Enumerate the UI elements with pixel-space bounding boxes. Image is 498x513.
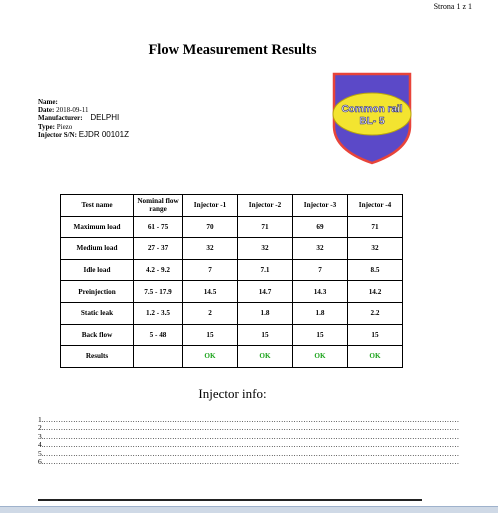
table-header-row: [61, 195, 403, 217]
range-cell: 27 - 37: [134, 238, 183, 260]
list-item-number: 3.: [38, 431, 44, 441]
value-cell: 14.3: [293, 281, 348, 303]
list-item-number: 5.: [38, 448, 44, 458]
result-ok-cell: OK: [348, 346, 403, 368]
date-value: 2018-09-11: [56, 106, 89, 115]
table-row: [61, 302, 403, 324]
value-cell: 14.5: [183, 281, 238, 303]
date-label: Date:: [38, 106, 55, 115]
column-header: Injector -1: [183, 195, 238, 217]
serial-label: Injector S/N:: [38, 130, 77, 139]
result-ok-cell: OK: [183, 346, 238, 368]
logo-text-line1: Common rail: [341, 104, 403, 115]
name-label: Name:: [38, 98, 58, 106]
type-value: Piezo: [56, 122, 73, 131]
test-name-cell: Back flow: [61, 324, 134, 346]
column-header: Injector -4: [348, 195, 403, 217]
meta-name-row: [38, 98, 129, 106]
value-cell: 71: [348, 216, 403, 238]
type-label: Type:: [38, 122, 55, 131]
manufacturer-value: DELPHI: [90, 113, 120, 123]
dotted-line: ........................................................................................................................................................................: [43, 423, 460, 433]
column-header: Test name: [61, 195, 134, 217]
dotted-line: ........................................................................................................................................................................: [43, 415, 460, 424]
test-name-cell: Static leak: [61, 302, 134, 324]
value-cell: 71: [238, 216, 293, 238]
range-cell: 4.2 - 9.2: [134, 259, 183, 281]
value-cell: 32: [348, 238, 403, 260]
value-cell: 15: [293, 324, 348, 346]
test-name-cell: Preinjection: [61, 281, 134, 303]
footer-divider: [38, 499, 422, 501]
value-cell: 2.2: [348, 302, 403, 324]
results-row: [61, 346, 403, 368]
page-title: Flow Measurement Results: [148, 42, 317, 58]
list-item-number: 2.: [38, 423, 44, 433]
value-cell: 2: [183, 302, 238, 324]
manufacturer-label: Manufacturer:: [38, 114, 83, 123]
result-ok-cell: OK: [238, 346, 293, 368]
dotted-line: ........................................................................................................................................................................: [43, 457, 460, 467]
value-cell: 15: [348, 324, 403, 346]
column-header: Nominal flow range: [134, 195, 183, 217]
test-name-cell: Maximum load: [61, 216, 134, 238]
value-cell: 14.7: [238, 281, 293, 303]
range-cell: 5 - 48: [134, 324, 183, 346]
list-item-number: 4.: [38, 440, 44, 450]
dotted-line: ........................................................................................................................................................................: [43, 440, 460, 450]
list-item-number: 1.: [38, 415, 44, 424]
table-row: [61, 238, 403, 260]
injector-info-list: [38, 415, 460, 467]
range-cell: 61 - 75: [134, 216, 183, 238]
list-item: [38, 457, 460, 467]
table-row: [61, 259, 403, 281]
column-header: Injector -3: [293, 195, 348, 217]
table-row: [61, 216, 403, 238]
value-cell: 15: [183, 324, 238, 346]
logo-text-line2: BL- 5: [359, 116, 385, 127]
table-row: [61, 324, 403, 346]
common-rail-logo: [330, 70, 414, 166]
value-cell: 1.8: [238, 302, 293, 324]
value-cell: 15: [238, 324, 293, 346]
value-cell: 32: [238, 238, 293, 260]
value-cell: 7: [293, 259, 348, 281]
window-bottom-bar: [0, 506, 498, 513]
results-table: [60, 194, 403, 368]
value-cell: 32: [183, 238, 238, 260]
range-cell: 1.2 - 3.5: [134, 302, 183, 324]
value-cell: 70: [183, 216, 238, 238]
value-cell: 8.5: [348, 259, 403, 281]
injector-info-title: Injector info:: [198, 386, 267, 401]
results-label-cell: Results: [61, 346, 134, 368]
list-item-number: 6.: [38, 457, 44, 467]
value-cell: 1.8: [293, 302, 348, 324]
results-empty-cell: [134, 346, 183, 368]
test-name-cell: Idle load: [61, 259, 134, 281]
dotted-line: ........................................................................................................................................................................: [43, 448, 460, 458]
value-cell: 7: [183, 259, 238, 281]
column-header: Injector -2: [238, 195, 293, 217]
value-cell: 14.2: [348, 281, 403, 303]
value-cell: 32: [293, 238, 348, 260]
meta-block: [38, 98, 129, 139]
meta-serial-row: [38, 131, 129, 139]
serial-value: EJDR 00101Z: [78, 129, 129, 139]
result-ok-cell: OK: [293, 346, 348, 368]
value-cell: 69: [293, 216, 348, 238]
page-number: Strona 1 z 1: [433, 2, 472, 11]
value-cell: 7.1: [238, 259, 293, 281]
dotted-line: ........................................................................................................................................................................: [43, 431, 460, 441]
table-row: [61, 281, 403, 303]
range-cell: 7.5 - 17.9: [134, 281, 183, 303]
test-name-cell: Medium load: [61, 238, 134, 260]
meta-manufacturer-row: [38, 114, 129, 122]
